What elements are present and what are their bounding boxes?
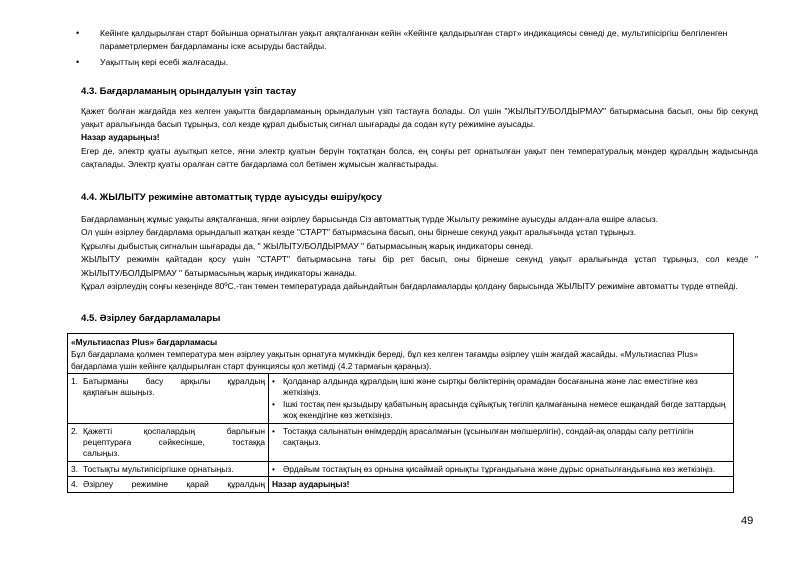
table-row	[68, 477, 734, 492]
program-title: «Мультиаспаз Plus» бағдарламасы	[71, 337, 218, 347]
program-description-box	[67, 333, 734, 373]
bullet-icon: •	[76, 28, 80, 38]
paragraph-line: Бағдарламаның жұмыс уақыты аяқталғанша, яғни әзірлеу барысында Сіз автоматтық түрде Жылыту режиміне ауысуды алдан-ала өшіре аласыз.	[81, 214, 659, 224]
section-heading-4-5: 4.5. Әзірлеу бағдарламалары	[81, 313, 221, 324]
section-heading-4-4: 4.4. ЖЫЛЫТУ режиміне автоматтық түрде ауысуды өшіру/қосу	[81, 192, 382, 203]
table-row	[68, 423, 734, 461]
list-item: • Тостаққа салынатын өнімдердің арасалмағын (ұсынылған мөлшерлігін), сондай-ақ оларды салу реттілігін сақтаңыз.	[272, 425, 694, 448]
bullet-text: Кейінге қалдырылған старт бойынша орнатылған уақыт аяқталғаннан кейін «Кейінге қалдырылған старт» индикациясы сөнеді де, мультипісіргіш белгіленген параметрлермен бағдарламаны іске асыруды бастайды.	[100, 28, 728, 51]
note-cell	[269, 374, 734, 424]
table-row	[68, 374, 734, 424]
step-cell: 3. Тостықты мультипісіргішке орнатыңыз.	[68, 461, 269, 476]
section-heading-4-3: 4.3. Бағдарламаның орындалуын үзіп тастау	[81, 86, 297, 97]
paragraph-line: Құрылғы дыбыстық сигналын шығарады да, " ЖЫЛЫТУ/БОЛДЫРМАУ " батырмасының жарық индикаторы сөнеді.	[81, 240, 534, 251]
bullet-icon: •	[272, 463, 275, 474]
note-cell	[269, 423, 734, 461]
note-cell	[269, 461, 734, 476]
paragraph-line: Ол үшін әзірлеу бағдарлама орындалып жатқан кезде "СТАРТ" батырмасына басып, оны бірнеше секунд уақыт аралығында ұстап тұрыңыз.	[81, 227, 636, 238]
list-item: • Әрдайым тостақтың өз орнына қисаймай орнықты тұрғандығына және дұрыс орнатылғандығына көз жеткізіңіз.	[272, 463, 716, 474]
paragraph: Қажет болған жағдайда кез келген уақытта бағдарламаның орындалуын үзіп тастауға болады. Ол үшін "ЖЫЛЫТУ/БОЛДЫРМАУ" батырмасына басып, оны бір секунд уақыт аралығында басып тұрыңыз, сол кезде құрал дыбыстық сигнал шығарады да содан күту режиміне ауысады.	[81, 106, 758, 130]
step-cell: 4. Әзірлеу режиміне қарай құралдың	[68, 477, 269, 492]
note-cell	[269, 477, 734, 492]
paragraph-line: Құрал әзірлеудің соңғы кезеңінде 80ºC.-тан төмен температурада дайындайтын бағдарламаларды қолдану барысында ЖЫЛЫТУ режиміне автоматты түрде өтпейді.	[81, 281, 738, 292]
bullet-icon: •	[272, 398, 275, 409]
program-description: Бұл бағдарлама қолмен температура мен әзірлеу уақытын орнатуға мүмкіндік береді, бұл кез келген тағамды әзірлеу үшін жағдай жасайды. «Мультиаспаз Plus» бағдарлама үшін кейінге қалдырылған старт функциясы қол жетімді (4.2 тармағын қараңыз).	[71, 348, 699, 371]
paragraph-line: ЖЫЛЫТУ режимін қайтадан қосу үшін "СТАРТ" батырмасына тағы бір рет басып, оны бірнеше секунд уақыт аралығында ұстап тұрыңыз, сол кезде "	[81, 254, 758, 265]
list-item	[68, 56, 748, 69]
page-number: 49	[741, 515, 754, 527]
paragraph-line: ЖЫЛЫТУ/БОЛДЫРМАУ " батырмасының жарық индикаторы жанады.	[81, 267, 358, 278]
bullet-text: Уақыттың кері есебі жалғасады.	[100, 57, 229, 67]
section-4-3-body	[81, 105, 758, 171]
note-text: Егер де, электр қуаты ауытқып кетсе, яғни электр қуатын берүін тоқтатқан болса, ең соңғы рет орнатылған уақыт пен температуралық мәндер құралдың жадысында сақталады. Электр қуаты оралған сәтте бағдарлама сол бетімен жұмысын жалғастырады.	[81, 145, 758, 169]
top-bullet-list	[68, 27, 748, 72]
note-title: Назар аударыңыз!	[81, 132, 160, 143]
table-row	[68, 461, 734, 476]
step-cell: 2. Қажетті қоспалардың барлығын рецептураға сәйкесінше, тостаққа салыңыз.	[68, 423, 269, 461]
steps-table	[67, 373, 734, 493]
bullet-icon: •	[272, 425, 275, 436]
bullet-icon: •	[272, 376, 275, 386]
list-item	[68, 27, 748, 53]
bullet-icon: •	[76, 57, 80, 67]
list-item: • Ішкі тостақ пен қызыдыру қабатының арасында сұйықтық төгіліп қалмағанына немесе ешқандай бөгде заттардың жоқ екендігіне көз жеткізіңіз.	[272, 398, 726, 421]
note-title: Назар аударыңыз!	[272, 479, 350, 490]
section-4-4-body	[81, 213, 758, 293]
list-item: • Қолданар алдында құралдың ішкі және сыртқы бөліктерінің орамадан босағанына және лас еместігіне көз жеткізіңіз.	[272, 376, 698, 398]
step-cell: 1. Батырманы басу арқылы құралдың қақпағын ашыңыз.	[68, 374, 269, 424]
